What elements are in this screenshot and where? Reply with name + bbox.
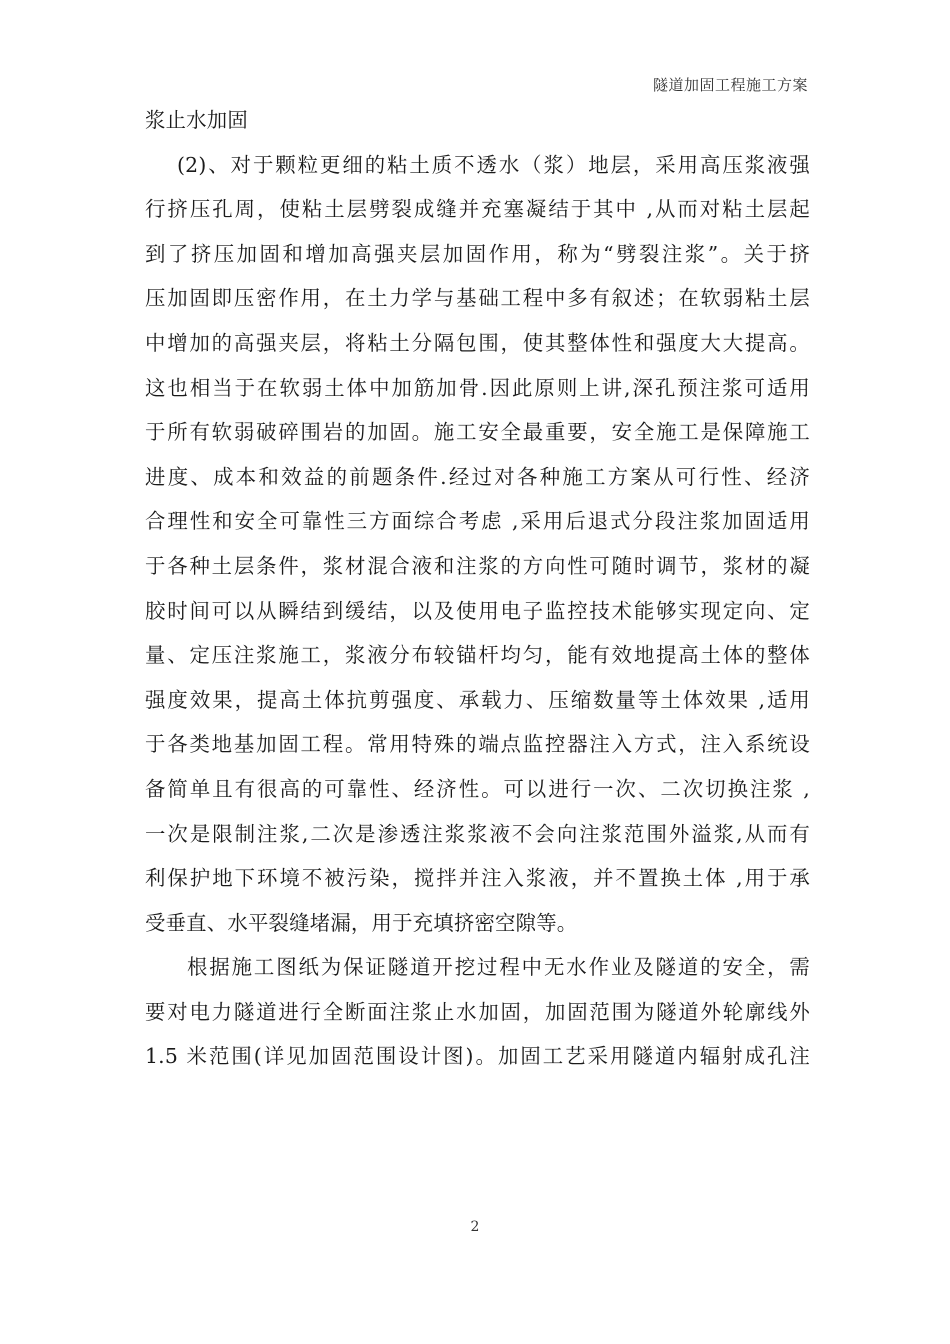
paragraph-start-line: 根据施工图纸为保证隧道开挖过程中无水作业及隧道的安全，需 — [187, 955, 810, 980]
text-line: 合理性和安全可靠性三方面综合考虑 ,采用后退式分段注浆加固适用 — [145, 509, 810, 534]
text-line: 这也相当于在软弱土体中加筋加骨.因此原则上讲,深孔预注浆可适用 — [145, 375, 810, 400]
text-line: 于所有软弱破碎围岩的加固。施工安全最重要，安全施工是保障施工 — [145, 420, 810, 445]
text-line: 进度、成本和效益的前题条件.经过对各种施工方案从可行性、经济 — [145, 464, 810, 489]
page-header-title: 隧道加固工程施工方案 — [652, 76, 808, 94]
text-line: 量、定压注浆施工，浆液分布较锚杆均匀，能有效地提高土体的整体 — [145, 643, 810, 668]
text-line: 备简单且有很高的可靠性、经济性。可以进行一次、二次切换注浆 , — [145, 776, 810, 801]
text-line: 于各种土层条件，浆材混合液和注浆的方向性可随时调节，浆材的凝 — [145, 553, 810, 578]
text-line: 1.5 米范围(详见加固范围设计图)。加固工艺采用隧道内辐射成孔注 — [145, 1044, 810, 1069]
paragraph-start-line: (2)、对于颗粒更细的粘土质不透水（浆）地层，采用高压浆液强 — [177, 152, 810, 177]
text-line: 行挤压孔周，使粘土层劈裂成缝并充塞凝结于其中 ,从而对粘土层起 — [145, 197, 810, 222]
text-line: 到了挤压加固和增加高强夹层加固作用，称为“劈裂注浆”。关于挤 — [145, 241, 810, 266]
text-line: 强度效果，提高土体抗剪强度、承载力、压缩数量等土体效果 ,适用 — [145, 687, 810, 712]
text-line: 浆止水加固 — [145, 108, 248, 132]
text-line: 胶时间可以从瞬结到缓结，以及使用电子监控技术能够实现定向、定 — [145, 598, 810, 623]
text-line: 压加固即压密作用，在土力学与基础工程中多有叙述；在软弱粘土层 — [145, 286, 810, 311]
text-line: 利保护地下环境不被污染，搅拌并注入浆液，并不置换土体 ,用于承 — [145, 866, 810, 891]
text-line: 于各类地基加固工程。常用特殊的端点监控器注入方式，注入系统设 — [145, 732, 810, 757]
document-body — [145, 98, 810, 1079]
text-line: 一次是限制注浆,二次是渗透注浆浆液不会向注浆范围外溢浆,从而有 — [145, 821, 810, 846]
text-line: 要对电力隧道进行全断面注浆止水加固，加固范围为隧道外轮廓线外 — [145, 999, 810, 1024]
paragraph-end-line: 受垂直、水平裂缝堵漏，用于充填挤密空隙等。 — [145, 910, 578, 935]
page-number: 2 — [470, 1219, 480, 1235]
text-line: 中增加的高强夹层，将粘土分隔包围，使其整体性和强度大大提高。 — [145, 330, 810, 355]
